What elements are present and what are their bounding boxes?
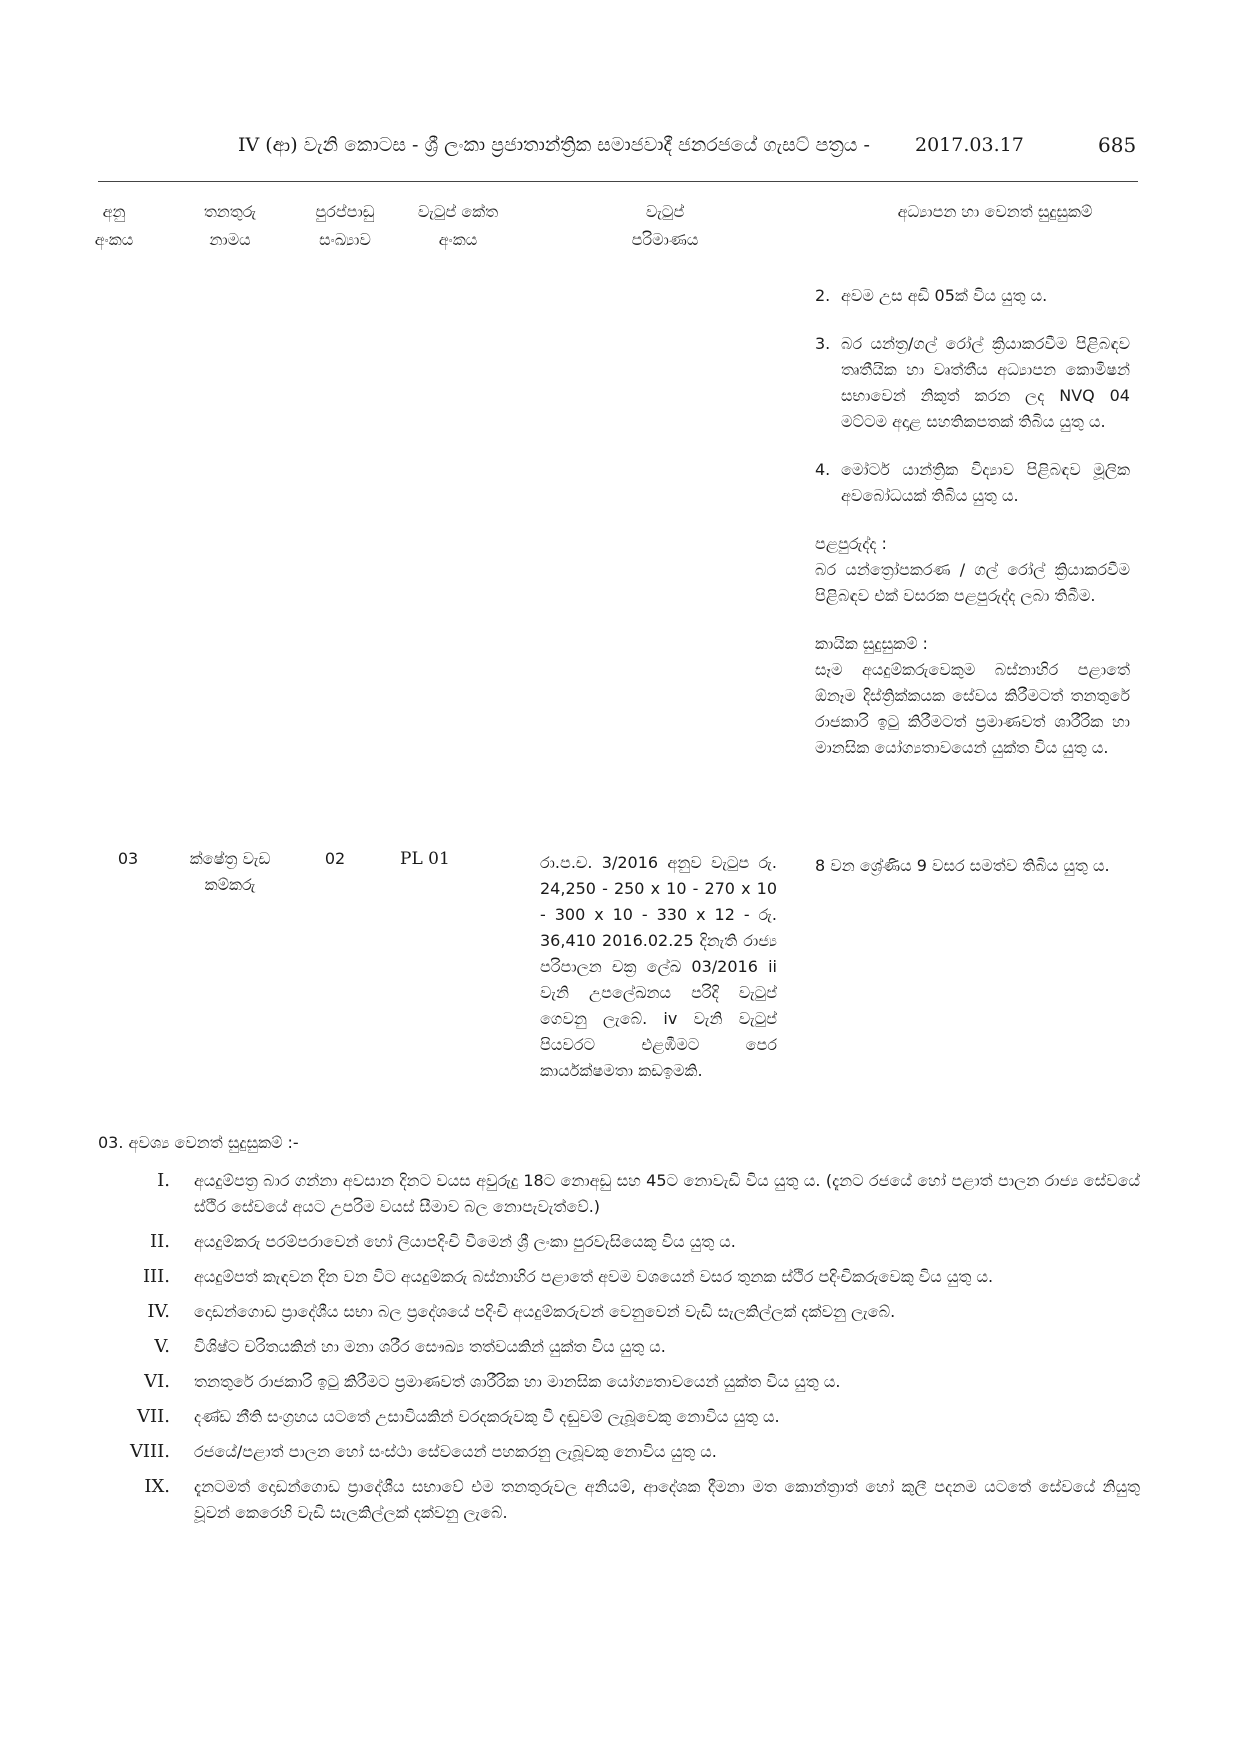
item-text: අයදුම්කරු පරම්පරාවෙන් හෝ ලියාපදිංචි වීමෙන් ශ්‍රී ලංකා පුරවැසියෙකු විය යුතු ය. (194, 1232, 736, 1251)
list-item (120, 1334, 1140, 1360)
requirement-text: බර යන්ත්‍ර/ගල් රෝල් ක්‍රියාකරවීම පිළිබඳව තෘතීයික හා වෘත්තීය අධ්‍යාපන කොමිෂන් සභාවෙන් නිකුත් කරන ලද NVQ 04 මට්ටම අදාළ සහතිකපතක් තිබිය යුතු ය. (841, 334, 1130, 431)
col-vacancy-line2: සංඛ්‍යාව (319, 230, 371, 249)
list-item (120, 1474, 1140, 1526)
col-post-line1: තනතුරු (203, 202, 257, 221)
page-number: 685 (1098, 133, 1137, 157)
physical-text: සෑම අයදුම්කරුවෙකුම බස්නාහිර පළාතේ ඕනෑම දිස්ත්‍රික්කයක සේවය කිරීමටත් තනතුරේ රාජකාරි ඉටු කිරීමටත් ප්‍රමාණවත් ශාරීරික හා මානසික යෝග්‍යතාවයෙන් යුක්ත විය යුතු ය. (815, 660, 1130, 757)
col-salary-code-heading (393, 198, 523, 254)
item-text: දොඩන්ගොඩ ප්‍රාදේශීය සභා බල ප්‍රදේශයේ පදිංචි අයදුම්කරුවන් වෙනුවෙන් වැඩි සැලකිල්ලක් දක්වනු ලැබේ. (194, 1302, 896, 1321)
requirement-text: අවම උස අඩි 05ක් විය යුතු ය. (841, 286, 1048, 305)
col-salary-scale-line1: වැටුප් (645, 202, 685, 221)
list-item (120, 1299, 1140, 1325)
list-item (120, 1404, 1140, 1430)
item-text: තනතුරේ රාජකාරි ඉටු කිරීමට ප්‍රමාණවත් ශාරීරික හා මානසික යෝග්‍යතාවයෙන් යුක්ත විය යුතු ය. (194, 1372, 841, 1391)
row-salary-scale: රා.ප.ච. 3/2016 අනුව වැටුප රු. 24,250 - 250 x 10 - 270 x 10 - 300 x 10 - 330 x 12 - රු. 36,410 2016.02.25 දිනැති රාජ්‍ය පරිපාලන චක්‍ර ලේඛ 03/2016 ii වැනි උපලේඛනය පරිදි වැටුප් ගෙවනු ලැබේ. iv වැනි වැටුප් පියවරට එළඹීමට පෙර කාර්යක්ෂමතා කඩඉමකි. (540, 853, 777, 1080)
item-numeral: II. (150, 1231, 170, 1252)
requirement-item (815, 457, 1130, 509)
col-serial-heading (90, 198, 138, 254)
col-salary-scale-line2: පරිමාණය (631, 230, 699, 249)
item-numeral: VI. (144, 1371, 170, 1392)
col-post-heading (185, 198, 275, 254)
item-text: විශිෂ්ට චරිතයකින් හා මනා ශරීර සෞඛ්‍ය තත්වයකින් යුක්ත විය යුතු ය. (194, 1337, 666, 1356)
item-text: රජයේ/පළාත් පාලන හෝ සංස්ථා සේවයෙන් පහකරනු ලැබූවකු නොවිය යුතු ය. (194, 1442, 717, 1461)
row-salary-code: PL 01 (400, 849, 450, 869)
item-text: දණ්ඩ නීති සංග්‍රහය යටතේ උසාවියකින් වරදකරුවකු වී දඬුවම් ලැබූවෙකු නොවිය යුතු ය. (194, 1407, 780, 1426)
gazette-date: 2017.03.17 (915, 134, 1024, 156)
item-numeral: III. (142, 1266, 170, 1287)
col-vacancy-heading (305, 198, 385, 254)
physical-block (815, 631, 1130, 761)
item-numeral: VIII. (129, 1441, 170, 1462)
item-numeral: IX. (144, 1476, 170, 1497)
col-salary-code-line2: අංකය (438, 230, 478, 249)
requirement-item (815, 331, 1130, 435)
post-name-line1: ක්ෂේත්‍ර වැඩ (189, 849, 271, 868)
requirement-number: 3. (815, 334, 831, 353)
item-numeral: VII. (137, 1406, 170, 1427)
item-numeral: I. (157, 1170, 170, 1191)
list-item (120, 1168, 1140, 1220)
col-salary-scale-heading (605, 198, 725, 254)
row-qualification: 8 වන ශ්‍රේණිය 9 වසර සමත්ව තිබිය යුතු ය. (815, 856, 1110, 875)
item-text: දැනටමත් දොඩන්ගොඩ ප්‍රාදේශීය සභාවේ එම තනතුරුවල අනියම්, ආදේශක දීමනා මත කොන්ත්‍රාත් හෝ කුලී පදනම යටතේ සේවයේ නියුතු වූවන් කෙරෙහි වැඩි සැලකිල්ලක් දක්වනු ලැබේ. (194, 1477, 1140, 1522)
requirement-number: 2. (815, 286, 831, 305)
item-numeral: IV. (147, 1301, 170, 1322)
item-text: අයදුම්පත් කැඳවන දින වන විට අයදුම්කරු බස්නාහිර පළාතේ අවම වශයෙන් වසර තුනක ස්ථිර පදිංචිකරුවෙකු විය යුතු ය. (194, 1267, 994, 1286)
experience-block (815, 531, 1130, 609)
col-serial-line1: අනු (102, 202, 126, 221)
row-serial: 03 (117, 849, 139, 868)
item-text: අයදුම්පත්‍ර බාර ගන්නා අවසාන දිනට වයස අවුරුදු 18ට නොඅඩු සහ 45ට නොවැඩි විය යුතු ය. (දැනට රජයේ හෝ පළාත් පාලන රාජ්‍ය සේවයේ ස්ථිර සේවයේ අයට උපරිම වයස් සීමාව බල නොපැවැත්වේ.) (194, 1171, 1140, 1216)
col-qualification-line1: අධ්‍යාපන හා වෙනත් සුදුසුකම් (897, 202, 1093, 221)
requirement-text: මෝටර් යාන්ත්‍රික විද්‍යාව පිළිබඳව මූලික අවබෝධයක් තිබිය යුතු ය. (841, 460, 1130, 505)
header-rule (98, 181, 1138, 182)
col-vacancy-line1: පුරප්පාඩු (315, 202, 375, 221)
row-vacancies: 02 (324, 849, 346, 868)
list-item (120, 1369, 1140, 1395)
col-qualification-heading (855, 198, 1135, 226)
conditions-list (120, 1168, 1140, 1535)
experience-label: පළපුරුද්ද : (815, 534, 887, 553)
list-item (120, 1264, 1140, 1290)
item-numeral: V. (154, 1336, 170, 1357)
requirement-number: 4. (815, 460, 831, 479)
post-name-line2: කම්කරු (204, 875, 256, 894)
gazette-title: IV (ආ) වැනි කොටස - ශ්‍රී ලංකා ප්‍රජාතාන්ත්‍රික සමාජවාදී ජනරජයේ ගැසට් පත්‍රය - (238, 134, 870, 156)
col-salary-code-line1: වැටුප් කේත (417, 202, 499, 221)
col-post-line2: නාමය (209, 230, 251, 249)
experience-text: බර යන්ත්‍රෝපකරණ / ගල් රෝල් ක්‍රියාකරවීම පිළිබඳව එක් වසරක පළපුරුද්ද ලබා තිබීම. (815, 560, 1130, 605)
physical-label: කායික සුදුසුකම් : (815, 634, 928, 653)
qualifications-continued (815, 283, 1130, 783)
section-title: 03. අවශ්‍ය වෙනත් සුදුසුකම් :- (98, 1133, 299, 1152)
requirement-item (815, 283, 1130, 309)
row-post-name (165, 846, 295, 898)
list-item (120, 1229, 1140, 1255)
list-item (120, 1439, 1140, 1465)
col-serial-line2: අංකය (94, 230, 134, 249)
